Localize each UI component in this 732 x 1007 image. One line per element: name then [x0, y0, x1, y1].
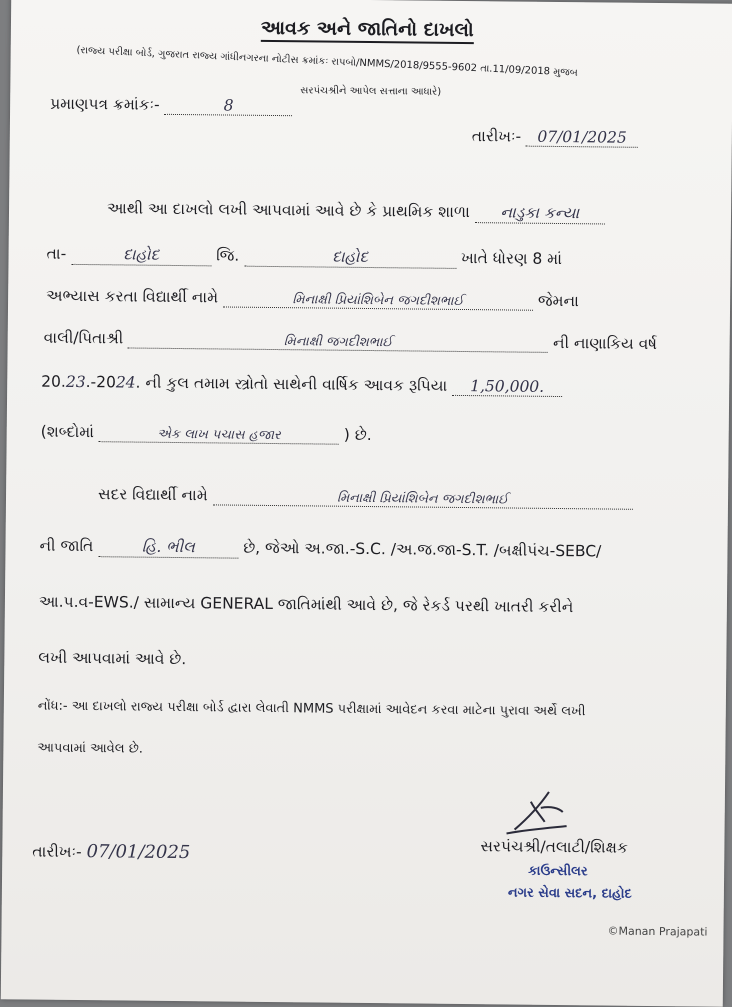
- student-line: [46, 287, 579, 312]
- student-again-name: મિનાક્ષી પ્રિયાંશિબેન જગદીશભાઈ: [213, 489, 633, 509]
- year-prefix-1: 20.: [41, 372, 66, 391]
- date-label: તારીખઃ-: [471, 127, 522, 146]
- year-start: 23: [65, 372, 86, 392]
- student-again-label: સદર વિદ્યાર્થી નામે: [97, 485, 208, 505]
- note-line-2: આપવામાં આવેલ છે.: [37, 740, 144, 757]
- year-prefix-2: .-20: [85, 373, 116, 392]
- student-name: મિનાક્ષી પ્રિયાંશિબેન જગદીશભાઈ: [223, 291, 533, 310]
- jemna-text: જેમના: [537, 291, 579, 311]
- guardian-name: મિનાક્ષી જગદીશભાઈ: [128, 332, 548, 352]
- district-label: જિ.: [216, 246, 240, 265]
- words-close: ) છે.: [343, 425, 372, 445]
- year-end: 24: [115, 373, 136, 392]
- location-line: [46, 245, 562, 270]
- cert-number-label: પ્રમાણપત્ર ક્રમાંકઃ-: [50, 94, 160, 114]
- fiscal-year-label: ની નાણાકિય વર્ષ: [552, 333, 658, 354]
- date-value: 07/01/2025: [526, 128, 638, 148]
- stamp-line-2: નગર સેવા સદન, દાહોદ: [507, 885, 632, 902]
- income-line: [41, 373, 562, 397]
- standard-text: ખાતે ધોરણ 8 માં: [460, 248, 563, 269]
- caste-line: [39, 537, 601, 563]
- words-line: [41, 423, 372, 445]
- taluka-label: તા-: [46, 244, 67, 263]
- words-open: (શબ્દોમાં: [40, 422, 95, 442]
- caste-value: હિ. ભીલ: [98, 537, 238, 558]
- notice-line-1: (રાજ્ય પરીક્ષા બોર્ડ, ગુજરાત રાજ્ય ગાંધીનગરના નોટીસ ક્રમાંકઃ રાપબો/NMMS/2018/9555-9602 તા.11/09/2018 મુજબ: [76, 44, 578, 79]
- taluka: દાહોદ: [71, 245, 211, 266]
- study-text: અભ્યાસ કરતા વિદ્યાર્થી નામે: [46, 286, 219, 307]
- certificate-paper: [1, 0, 732, 1007]
- student-again-line: [98, 485, 633, 510]
- guardian-line: [44, 329, 658, 354]
- district: દાહોદ: [244, 247, 456, 269]
- date-row: [472, 127, 638, 148]
- school-name: નાડુકા કન્યા: [475, 203, 605, 224]
- bottom-date-label: તારીખઃ-: [32, 842, 82, 862]
- cert-number-row: [50, 95, 293, 117]
- intro-line: [107, 199, 605, 224]
- bottom-date-row: [32, 841, 190, 864]
- certificate-title: આવક અને જાતિનો દાખલો: [261, 17, 474, 44]
- stamp-line-1: કાઉન્સીલર: [528, 863, 588, 880]
- intro-text: આથી આ દાખલો લખી આપવામાં આવે છે કે પ્રાથમિક શાળા: [106, 199, 470, 222]
- income-words: એક લાખ પચાસ હજાર: [99, 426, 339, 445]
- bottom-date-value: 07/01/2025: [86, 841, 191, 864]
- watermark: ©Manan Prajapati: [607, 924, 708, 939]
- caste-label: ની જાતિ: [39, 536, 94, 556]
- income-amount: 1,50,000.: [452, 377, 562, 397]
- guardian-label: વાલી/પિતાશ્રી: [43, 328, 124, 348]
- issue-line: લખી આપવામાં આવે છે.: [38, 648, 187, 669]
- income-text: . ની કુલ તમામ સ્ત્રોતો સાથેની વાર્ષિક આવક રૂપિયા: [135, 373, 448, 395]
- notice-line-2: સરપંચશ્રીને આપેલ સત્તાના આધારે): [300, 85, 442, 98]
- caste-categories: છે, જેઓ અ.જા.-S.C. /અ.જ.જા-S.T. /બક્ષીપંચ-SEBC/: [243, 538, 602, 561]
- signature-mark: [500, 789, 573, 840]
- note-line-1: નોંધ:- આ દાખલો રાજ્ય પરીક્ષા બોર્ડ દ્વારા લેવાતી NMMS પરીક્ષામાં આવેદન કરવા માટેના પુરાવા અર્થે લખી: [37, 698, 586, 720]
- cert-number: 8: [164, 96, 292, 116]
- ews-line: આ.પ.વ-EWS./ સામાન્ય GENERAL જાતિમાંથી આવે છે, જે રેકર્ડ પરથી ખાતરી કરીને: [38, 592, 574, 617]
- signatory-label: સરપંચશ્રી/તલાટી/શિક્ષક: [480, 837, 628, 857]
